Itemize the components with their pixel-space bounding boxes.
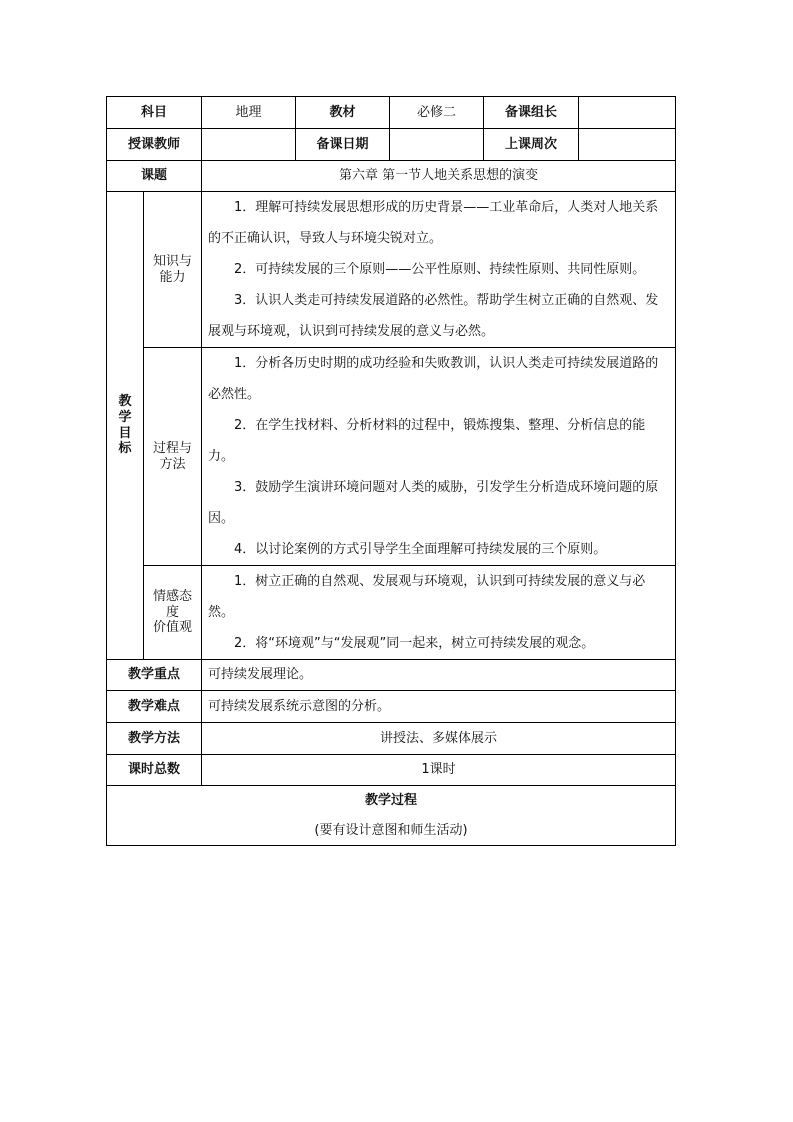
row-hours [107, 755, 676, 786]
row-emotion [107, 566, 676, 660]
row-subject [107, 97, 676, 129]
row-method [107, 723, 676, 755]
row-knowledge [107, 192, 676, 348]
method-value: 讲授法、多媒体展示 [202, 723, 676, 755]
process-item: 2．在学生找材料、分析材料的过程中，锻炼搜集、整理、分析信息的能力。 [208, 418, 646, 464]
teacher-value [202, 129, 296, 161]
emotion-item: 2．将“环境观”与“发展观”同一起来，树立可持续发展的观念。 [234, 636, 595, 651]
subject-label: 科目 [107, 97, 202, 129]
row-teaching-process [107, 786, 676, 846]
textbook-value: 必修二 [390, 97, 484, 129]
process-content [202, 348, 676, 566]
lesson-plan-table [106, 96, 676, 846]
hours-label: 课时总数 [107, 755, 202, 786]
knowledge-label: 知识与 能力 [144, 192, 202, 348]
process-label: 过程与 方法 [144, 348, 202, 566]
teacher-label: 授课教师 [107, 129, 202, 161]
date-value [390, 129, 484, 161]
row-key-point [107, 660, 676, 691]
teaching-process-title: 教学过程 [365, 792, 418, 808]
row-process [107, 348, 676, 566]
key-point-label: 教学重点 [107, 660, 202, 691]
leader-label: 备课组长 [484, 97, 579, 129]
knowledge-item: 3．认识人类走可持续发展道路的必然性。帮助学生树立正确的自然观、发展观与环境观，认识到可持续发展的意义与必然。 [208, 293, 659, 339]
emotion-item: 1．树立正确的自然观、发展观与环境观，认识到可持续发展的意义与必然。 [208, 574, 646, 620]
teaching-process-cell [107, 786, 676, 846]
objectives-label: 教 学 目 标 [107, 192, 144, 660]
topic-value: 第六章 第一节人地关系思想的演变 [202, 161, 676, 192]
difficulty-label: 教学难点 [107, 691, 202, 723]
date-label: 备课日期 [296, 129, 390, 161]
emotion-label: 情感态 度 价值观 [144, 566, 202, 660]
emotion-content [202, 566, 676, 660]
knowledge-content [202, 192, 676, 348]
process-item: 4．以讨论案例的方式引导学生全面理解可持续发展的三个原则。 [234, 542, 607, 557]
process-item: 1．分析各历史时期的成功经验和失败教训，认识人类走可持续发展道路的必然性。 [208, 356, 659, 402]
textbook-label: 教材 [296, 97, 390, 129]
row-topic [107, 161, 676, 192]
leader-value [579, 97, 676, 129]
hours-value: 1课时 [202, 755, 676, 786]
knowledge-item: 2．可持续发展的三个原则——公平性原则、持续性原则、共同性原则。 [234, 262, 646, 277]
row-teacher [107, 129, 676, 161]
process-item: 3．鼓励学生演讲环境问题对人类的威胁，引发学生分析造成环境问题的原因。 [208, 480, 659, 526]
key-point-value: 可持续发展理论。 [202, 660, 676, 691]
row-difficulty [107, 691, 676, 723]
knowledge-item: 1．理解可持续发展思想形成的历史背景——工业革命后，人类对人地关系的不正确认识，导致人与环境尖锐对立。 [208, 200, 659, 246]
teaching-process-note: (要有设计意图和师生活动) [314, 822, 468, 838]
week-label: 上课周次 [484, 129, 579, 161]
topic-label: 课题 [107, 161, 202, 192]
subject-value: 地理 [202, 97, 296, 129]
difficulty-value: 可持续发展系统示意图的分析。 [202, 691, 676, 723]
method-label: 教学方法 [107, 723, 202, 755]
week-value [579, 129, 676, 161]
